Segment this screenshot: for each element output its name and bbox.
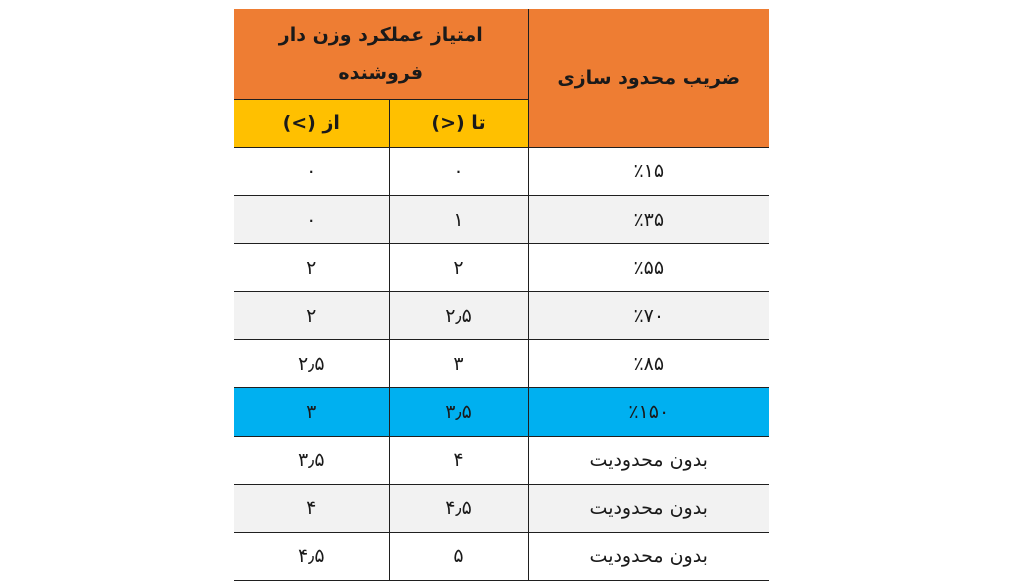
from-cell: ۴ xyxy=(234,484,389,532)
coefficient-cell: ٪۱۵۰ xyxy=(528,388,769,436)
table-row xyxy=(234,340,769,388)
from-cell: ۲ xyxy=(234,292,389,340)
coefficient-cell: ٪۱۵ xyxy=(528,147,769,195)
to-cell: ۲ xyxy=(389,244,528,292)
to-cell: ۴ xyxy=(389,436,528,484)
coefficient-cell: بدون محدودیت xyxy=(528,484,769,532)
coefficient-cell: ٪۳۵ xyxy=(528,195,769,243)
coefficient-cell: بدون محدودیت xyxy=(528,532,769,580)
table-row xyxy=(234,244,769,292)
table-row xyxy=(234,147,769,195)
to-cell: ۲٫۵ xyxy=(389,292,528,340)
from-cell: ۰ xyxy=(234,147,389,195)
coefficient-header: ضریب محدود سازی xyxy=(528,9,769,147)
table-row xyxy=(234,532,769,580)
to-cell: ۰ xyxy=(389,147,528,195)
table-row xyxy=(234,292,769,340)
coefficient-cell: ٪۷۰ xyxy=(528,292,769,340)
to-cell: ۳ xyxy=(389,340,528,388)
from-cell: ۰ xyxy=(234,195,389,243)
to-cell: ۴٫۵ xyxy=(389,484,528,532)
limitation-coefficient-table xyxy=(234,9,769,581)
header-row xyxy=(234,9,769,99)
from-header: از (>) xyxy=(234,99,389,147)
table-row xyxy=(234,436,769,484)
to-cell: ۱ xyxy=(389,195,528,243)
to-cell: ۵ xyxy=(389,532,528,580)
from-cell: ۴٫۵ xyxy=(234,532,389,580)
to-cell: ۳٫۵ xyxy=(389,388,528,436)
from-cell: ۳٫۵ xyxy=(234,436,389,484)
coefficient-cell: بدون محدودیت xyxy=(528,436,769,484)
from-cell: ۲ xyxy=(234,244,389,292)
from-cell: ۲٫۵ xyxy=(234,340,389,388)
coefficient-cell: ٪۵۵ xyxy=(528,244,769,292)
table-row xyxy=(234,388,769,436)
table-row xyxy=(234,195,769,243)
to-header: تا (<) xyxy=(389,99,528,147)
table-body xyxy=(234,147,769,580)
table-row xyxy=(234,484,769,532)
coefficient-cell: ٪۸۵ xyxy=(528,340,769,388)
score-header: امتیاز عملکرد وزن دار فروشنده xyxy=(234,9,528,99)
from-cell: ۳ xyxy=(234,388,389,436)
